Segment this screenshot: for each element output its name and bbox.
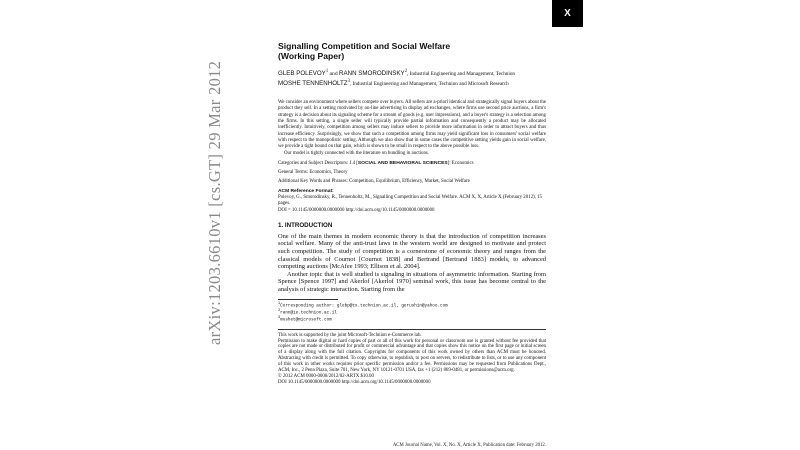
author-name: MOSHE TENNENHOLTZ — [278, 79, 348, 87]
author-sup: 3 — [347, 79, 350, 85]
support-note: This work is supported by the joint Microsoft-Technion e-Commerce lab. — [278, 332, 422, 338]
permission-text: Permission to make digital or hard copies of part or all of this work for personal or classroom use is granted without fee provided that copies are not made or distributed for profit or commercial advantage and that copies show this notice on the first page or initial screen of a display along with the full citation. Copyrights for components of this work owned by others than ACM must be honored. Abstracting with credit is permitted. To copy otherwise, to republish, to post on servers, to redistribute to lists, or to use any component of this work in other works requires prior specific permission and/or a fee. Permissions may be requested from Publications Dept., ACM, Inc., 2 Penn Plaza, Suite 701, New York, NY 10121-0701 USA, fax +1 (212) 869-0481, or permissions@acm.org. — [278, 338, 546, 374]
footnote-text: Corresponding author: glebp@tx.technion.ac.il, gerushin@yahoo.com — [280, 303, 448, 309]
paper-metadata — [278, 161, 546, 214]
footnote-text: rann@ie.technion.ac.il — [280, 310, 337, 316]
introduction-text — [278, 233, 546, 294]
reference-doi: DOI = 10.1145/0000000.0000000 http://doi.acm.org/10.1145/0000000.0000000 — [278, 207, 435, 213]
author-affiliation: , Industrial Engineering and Management, Technion and Microsoft Research — [349, 80, 509, 87]
body-paragraph: Another topic that is well studied is signaling in situations of asymmetric information. Starting from Spence [Spence 1997] and Akerlof [Akerlof 1970] seminal work, this issue has become central to the analysis of strategic interaction. Starting from the — [278, 270, 546, 294]
author-connector: and — [328, 70, 340, 77]
general-terms: General Terms: Economics, Theory — [278, 170, 348, 176]
right-backdrop — [583, 0, 800, 450]
arxiv-stamp: arXiv:1203.6610v1 [cs.GT] 29 Mar 2012 — [205, 60, 224, 345]
left-backdrop — [0, 0, 218, 450]
keywords: Additional Key Words and Phrases: Competition, Equilibrium, Efficiency, Market, Social Welfare — [278, 179, 470, 185]
paper-title: Signalling Competition and Social Welfare — [278, 41, 451, 51]
close-button[interactable]: X — [552, 0, 583, 27]
permission-block — [278, 333, 546, 386]
author-name: RANN SMORODINSKY — [339, 69, 405, 77]
paper-subtitle: (Working Paper) — [278, 51, 345, 61]
footnotes — [278, 302, 546, 323]
journal-footer: ACM Journal Name, Vol. X, No. X, Article X, Publication date: February 2012. — [392, 443, 546, 448]
abstract — [278, 100, 546, 157]
reference-format-heading: ACM Reference Format: — [278, 188, 334, 194]
footnote: $^2$rann@ie.technion.ac.il — [278, 308, 337, 316]
permission-rule — [278, 329, 546, 330]
categories-line — [278, 161, 546, 167]
author-sup: 2 — [404, 69, 408, 74]
body-paragraph: One of the main themes in modern economic theory is that the introduction of competition increases social welfare. Many of the anti-trust laws in the western world are designed to motivate and protect such competition. The study of competition is a cornerstone of economic theory and ranges from the classical models of Cournot [Cournot 1838] and Bertrand [Bertrand 1883] models, to advanced competing auctions [McAfee 1993; Ellison et al. 2004]. — [278, 232, 546, 271]
author-block — [278, 68, 546, 88]
author-line-1 — [278, 68, 546, 78]
categories-bold: SOCIAL AND BEHAVIORAL SCIENCES — [357, 160, 448, 166]
page-content — [278, 41, 546, 386]
reference-format — [278, 189, 546, 214]
footnote: $^1$Corresponding author: glebp@tx.technion.ac.il, gerushin@yahoo.com — [278, 301, 448, 309]
author-name: GLEB POLEVOY — [278, 69, 326, 77]
footnote: $^3$moshet@microsoft.com — [278, 315, 332, 323]
abstract-paragraph: Our model is tightly connected with the literature on bundling in auctions. — [284, 150, 430, 156]
footnote-rule — [278, 299, 338, 300]
copyright-line: © 2012 ACM 0000-0000/2012/02-ARTX $10.00 — [278, 374, 374, 380]
author-sup: 1 — [325, 69, 329, 74]
reference-format-text: Polevoy, G., Smorodinsky, R., Tennenholtz, M., Signalling Competition and Social Welfare. ACM X, X, Article X (February 2012), 15 pages. — [278, 194, 543, 207]
abstract-paragraph: We consider an environment where sellers compete over buyers. All sellers are a-priori identical and strategically signal buyers about the product they sell. In a setting motivated by on-line advertising in display ad exchanges, where firms use second price auctions, a firm's strategy is a decision about its signaling scheme for a stream of goods (e.g. user impressions), and a buyer's strategy is a selection among the firms. In this setting, a single seller will typically provide partial information and consequently a product may be allocated inefficiently. Intuitively, competition among sellers may induce sellers to provide more information in order to attract buyers and thus increase efficiency. Surprisingly, we show that such a competition among firms may yield significant loss in consumers' social welfare with respect to the monopolistic setting. Although we also show that in some cases the competitive setting yields gain in social welfare, we provide a tight bound on that gain, which is shown to be small in respect to the above possible loss. — [278, 100, 546, 150]
categories-label: Categories and Subject Descriptors: J.4 [ — [278, 160, 358, 166]
author-line-2 — [278, 78, 546, 88]
document-page[interactable] — [218, 0, 552, 450]
footnote-text: moshet@microsoft.com — [280, 317, 332, 323]
author-affiliation: , Industrial Engineering and Management, Technion — [407, 70, 516, 77]
section-heading: 1. INTRODUCTION — [278, 221, 333, 229]
doi-line: DOI 10.1145/0000000.0000000 http://doi.acm.org/10.1145/0000000.0000000 — [278, 379, 431, 385]
categories-rest: ]: Economics — [447, 160, 474, 166]
